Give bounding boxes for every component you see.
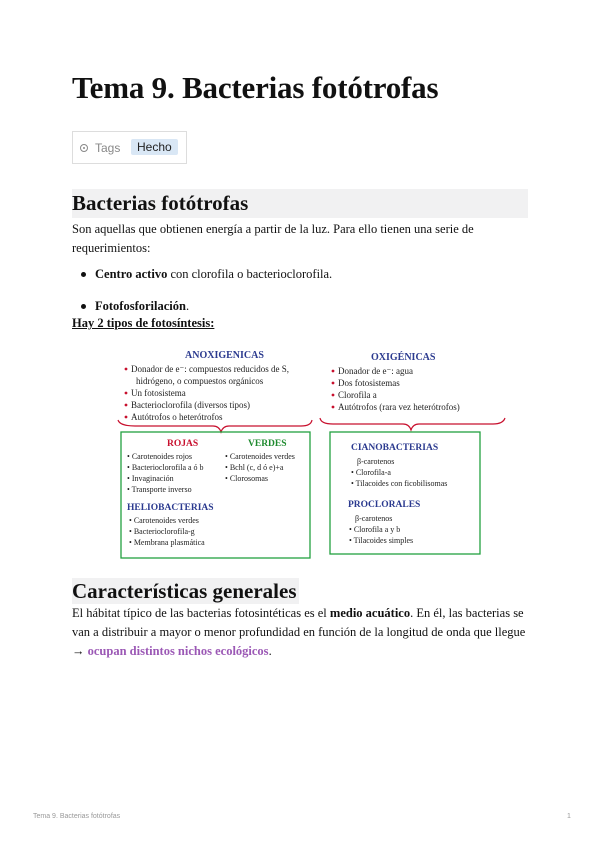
- oxi-title: OXIGÉNICAS: [371, 352, 436, 363]
- photosynthesis-diagram: [115, 344, 515, 562]
- verdes-item: • Clorosomas: [225, 474, 269, 483]
- verdes-item: • Bchl (c, d ó e)+a: [225, 463, 284, 472]
- anox-title: ANOXIGENICAS: [185, 350, 264, 361]
- procl-item: • Clorofila a y b: [349, 525, 401, 534]
- paragraph-text: . En él, las bacterias se van a distribuir a mayor o menor profundidad en función de la longitud de onda que llegue →: [72, 606, 526, 658]
- ciano-line: β-carotenos: [357, 457, 395, 466]
- rojas-item: • Carotenoides rojos: [127, 452, 193, 461]
- verdes-item: • Carotenoides verdes: [225, 452, 295, 461]
- highlighted-text: ocupan distintos nichos ecológicos: [87, 644, 269, 658]
- helio-title: HELIOBACTERIAS: [127, 503, 214, 513]
- habitat-paragraph: [72, 604, 528, 661]
- oxi-item: Dos fotosistemas: [338, 378, 400, 388]
- rojas-item: • Invaginación: [127, 474, 174, 483]
- oxi-item: Autótrofos (rara vez heterótrofos): [338, 402, 460, 412]
- photosynthesis-types-subheading: Hay 2 tipos de fotosíntesis:: [72, 316, 215, 330]
- footer-title: Tema 9. Bacterias fotótrofas: [33, 813, 121, 820]
- tag-badge[interactable]: Hecho: [131, 139, 178, 155]
- anox-item: hidrógeno, o compuestos orgánicos: [136, 376, 264, 386]
- ciano-title: CIANOBACTERIAS: [351, 443, 439, 453]
- rojas-item: • Bacterioclorofila a ó b: [127, 463, 204, 472]
- anox-item: Donador de e⁻: compuestos reducidos de S,: [131, 364, 289, 374]
- paragraph-text: .: [268, 644, 272, 658]
- procl-line: β-carotenos: [355, 514, 393, 523]
- oxi-brace: [320, 418, 505, 430]
- helio-item: • Carotenoides verdes: [129, 516, 199, 525]
- bullet-text: .: [185, 299, 190, 313]
- bullet-bold: Centro activo: [95, 267, 168, 281]
- anox-item: Autótrofos o heterótrofos: [131, 412, 223, 422]
- intro-paragraph: Son aquellas que obtienen energía a partir de la luz. Para ello tienen una serie de requerimientos:: [72, 222, 474, 255]
- rojas-item: • Transporte inverso: [127, 485, 192, 494]
- page-title: Tema 9. Bacterias fotótrofas: [72, 70, 439, 105]
- ciano-item: • Clorofila-a: [351, 468, 391, 477]
- oxi-item: Donador de e⁻: agua: [338, 366, 413, 376]
- tags-property: [72, 131, 187, 164]
- tags-icon: [80, 144, 88, 152]
- bullet-bold: Fotofosforilación: [95, 299, 186, 313]
- procl-title: PROCLORALES: [348, 500, 421, 510]
- anox-item: Un fotosistema: [131, 388, 186, 398]
- list-item: [78, 266, 528, 282]
- list-item: [78, 298, 528, 314]
- procl-item: • Tilacoides simples: [349, 536, 414, 545]
- helio-item: • Membrana plasmática: [129, 538, 205, 547]
- tags-label: Tags: [95, 141, 121, 155]
- paragraph-bold: medio acuático: [329, 606, 411, 620]
- section-heading-caracteristicas: [72, 577, 528, 606]
- section-heading-bacterias: Bacterias fotótrofas: [72, 189, 528, 218]
- rojas-title: ROJAS: [167, 439, 199, 449]
- ciano-item: • Tilacoides con ficobilisomas: [351, 479, 448, 488]
- oxi-item: Clorofila a: [338, 390, 377, 400]
- page-number: 1: [567, 813, 571, 820]
- section-heading-text: Características generales: [72, 579, 297, 603]
- bullet-text: con clorofila o bacterioclorofila.: [167, 267, 333, 281]
- helio-item: • Bacterioclorofila-g: [129, 527, 195, 536]
- anox-item: Bacterioclorofila (diversos tipos): [131, 400, 250, 410]
- paragraph-text: El hábitat típico de las bacterias fotosintéticas es el: [72, 606, 330, 620]
- verdes-title: VERDES: [248, 439, 287, 449]
